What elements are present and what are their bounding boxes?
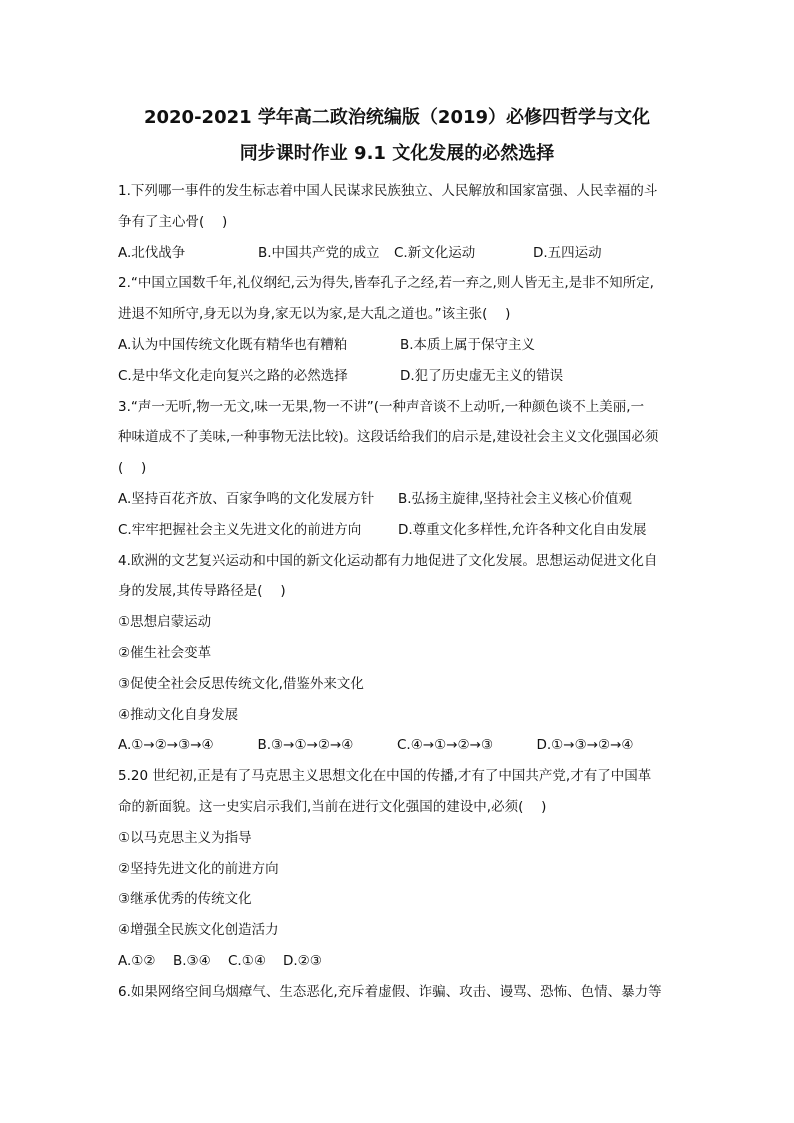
statement-item: ①以马克思主义为指导	[118, 829, 252, 846]
option-c: C.①④	[228, 952, 266, 969]
question-stem-line: 4.欧洲的文艺复兴运动和中国的新文化运动都有力地促进了文化发展。思想运动促进文化自	[118, 552, 658, 569]
question-stem-line: 身的发展,其传导路径是( )	[118, 583, 286, 600]
options-row	[118, 484, 676, 515]
question-stem-line: 争有了主心骨( )	[118, 213, 228, 230]
question-stem-line: 5.20 世纪初,正是有了马克思主义思想文化在中国的传播,才有了中国共产党,才有了中国革	[118, 768, 652, 785]
statement-item: ①思想启蒙运动	[118, 614, 212, 631]
question-stem-line: 命的新面貌。这一史实启示我们,当前在进行文化强国的建设中,必须( )	[118, 798, 547, 815]
document-title	[118, 100, 676, 172]
question-4	[118, 546, 676, 762]
title-line-2: 同步课时作业 9.1 文化发展的必然选择	[239, 143, 555, 164]
statement-item: ③促使全社会反思传统文化,借鉴外来文化	[118, 675, 364, 692]
question-stem-line: 进退不知所守,身无以为身,家无以为家,是大乱之道也。”该主张( )	[118, 306, 511, 323]
options-row	[118, 361, 676, 392]
option-a: A.北伐战争	[118, 244, 186, 261]
option-d: D.五四运动	[533, 244, 602, 261]
question-stem-line: 种味道成不了美味,一种事物无法比较)。这段话给我们的启示是,建设社会主义文化强国必须	[118, 429, 659, 446]
option-c: C.④→①→②→③	[397, 737, 494, 754]
question-2	[118, 268, 676, 391]
statement-item: ②坚持先进文化的前进方向	[118, 860, 279, 877]
question-stem-line: ( )	[118, 460, 147, 477]
title-line-1: 2020-2021 学年高二政治统编版（2019）必修四哲学与文化	[143, 107, 651, 128]
options-row	[118, 946, 676, 977]
question-stem-line: 6.如果网络空间乌烟瘴气、生态恶化,充斥着虚假、诈骗、攻击、谩骂、恐怖、色情、暴力等	[118, 983, 662, 1000]
options-row	[118, 730, 676, 761]
option-a: A.坚持百花齐放、百家争鸣的文化发展方针	[118, 490, 375, 507]
option-d: D.尊重文化多样性,允许各种文化自由发展	[398, 521, 647, 538]
option-b: B.本质上属于保守主义	[400, 336, 536, 353]
statement-item: ④增强全民族文化创造活力	[118, 922, 279, 939]
options-row	[118, 238, 676, 269]
statement-item: ④推动文化自身发展	[118, 706, 239, 723]
question-stem-line: 1.下列哪一事件的发生标志着中国人民谋求民族独立、人民解放和国家富强、人民幸福的斗	[118, 183, 658, 199]
question-1	[118, 176, 676, 268]
option-c: C.牢牢把握社会主义先进文化的前进方向	[118, 521, 362, 538]
option-d: D.犯了历史虚无主义的错误	[400, 367, 564, 384]
option-c: C.新文化运动	[394, 244, 476, 261]
question-3	[118, 392, 676, 546]
option-d: D.①→③→②→④	[536, 737, 634, 754]
option-a: A.①→②→③→④	[118, 737, 214, 754]
question-stem-line: 3.“声一无听,物一无文,味一无果,物一不讲”(一种声音谈不上动听,一种颜色谈不上美丽,一	[118, 398, 645, 415]
statement-item: ③继承优秀的传统文化	[118, 891, 252, 908]
statement-item: ②催生社会变革	[118, 644, 212, 661]
option-a: A.认为中国传统文化既有精华也有糟粕	[118, 336, 348, 353]
option-b: B.③→①→②→④	[257, 737, 354, 754]
question-stem-line: 2.“中国立国数千年,礼仪纲纪,云为得失,皆奉孔子之经,若一弃之,则人皆无主,是非不知所定,	[118, 275, 654, 292]
options-row	[118, 515, 676, 546]
option-c: C.是中华文化走向复兴之路的必然选择	[118, 367, 348, 384]
option-b: B.③④	[173, 952, 211, 969]
option-b: B.中国共产党的成立	[258, 244, 380, 261]
options-row	[118, 330, 676, 361]
question-5	[118, 761, 676, 977]
question-6	[118, 977, 676, 1008]
option-d: D.②③	[283, 952, 322, 969]
option-a: A.①②	[118, 952, 156, 969]
option-b: B.弘扬主旋律,坚持社会主义核心价值观	[398, 490, 632, 507]
